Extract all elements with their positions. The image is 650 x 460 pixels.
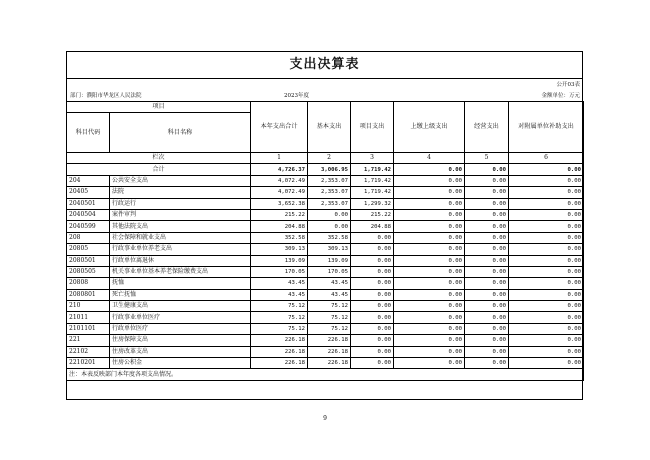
row-value: 0.00 [351, 244, 394, 255]
row-value: 0.00 [394, 346, 465, 357]
col-header-remit: 上缴上级支出 [394, 102, 465, 153]
table-row [67, 221, 584, 232]
row-name: 公共安全支出 [110, 175, 251, 186]
seq-cell: 6 [509, 153, 584, 164]
row-value: 0.00 [465, 346, 509, 357]
row-name: 法院 [110, 187, 251, 198]
row-value: 0.00 [465, 289, 509, 300]
table-note: 注：本表反映部门本年度各项支出情况。 [67, 369, 584, 380]
seq-label: 栏次 [67, 153, 251, 164]
code-header: 科目代码 [67, 113, 110, 153]
table-row [67, 175, 584, 186]
row-name: 案件审判 [110, 209, 251, 220]
row-code: 21011 [67, 312, 110, 323]
row-value: 0.00 [465, 312, 509, 323]
row-value: 0.00 [465, 175, 509, 186]
row-value: 309.13 [308, 244, 351, 255]
row-name: 住房保障支出 [110, 335, 251, 346]
row-value: 0.00 [394, 358, 465, 369]
row-value: 0.00 [394, 232, 465, 243]
row-value: 43.45 [251, 278, 308, 289]
row-value: 43.45 [308, 278, 351, 289]
row-value: 0.00 [308, 209, 351, 220]
row-value: 0.00 [351, 278, 394, 289]
seq-cell: 5 [465, 153, 509, 164]
table-row [67, 278, 584, 289]
row-value: 0.00 [509, 323, 584, 334]
seq-cell: 4 [394, 153, 465, 164]
row-value: 0.00 [465, 323, 509, 334]
total-cell: 0.00 [465, 164, 509, 175]
row-value: 170.05 [308, 266, 351, 277]
row-value: 0.00 [394, 187, 465, 198]
row-value: 204.88 [251, 221, 308, 232]
row-value: 0.00 [351, 266, 394, 277]
row-value: 170.05 [251, 266, 308, 277]
row-value: 0.00 [509, 358, 584, 369]
row-name: 其他法院支出 [110, 221, 251, 232]
row-value: 0.00 [509, 187, 584, 198]
seq-cell: 1 [251, 153, 308, 164]
row-value: 0.00 [351, 346, 394, 357]
table-row [67, 232, 584, 243]
row-value: 0.00 [394, 335, 465, 346]
row-value: 0.00 [394, 175, 465, 186]
row-value: 0.00 [465, 255, 509, 266]
row-value: 0.00 [394, 312, 465, 323]
row-value: 0.00 [509, 221, 584, 232]
table-row [67, 198, 584, 209]
row-value: 75.12 [308, 312, 351, 323]
row-value: 0.00 [509, 175, 584, 186]
item-group-header: 项目 [67, 102, 251, 113]
table-row [67, 312, 584, 323]
row-value: 0.00 [351, 358, 394, 369]
row-name: 行政事业单位医疗 [110, 312, 251, 323]
row-name: 行政事业单位养老支出 [110, 244, 251, 255]
row-value: 75.12 [251, 312, 308, 323]
row-value: 4,072.49 [251, 175, 308, 186]
table-row [67, 289, 584, 300]
row-name: 卫生健康支出 [110, 301, 251, 312]
row-code: 2080801 [67, 289, 110, 300]
row-value: 0.00 [509, 278, 584, 289]
table-row [67, 187, 584, 198]
row-code: 22102 [67, 346, 110, 357]
row-value: 0.00 [394, 289, 465, 300]
row-value: 0.00 [509, 266, 584, 277]
row-value: 0.00 [394, 198, 465, 209]
row-value: 0.00 [394, 209, 465, 220]
row-value: 215.22 [351, 209, 394, 220]
row-value: 226.18 [308, 335, 351, 346]
row-value: 0.00 [394, 301, 465, 312]
col-header-project: 项目支出 [351, 102, 394, 153]
row-value: 0.00 [509, 209, 584, 220]
row-value: 0.00 [509, 198, 584, 209]
total-cell: 1,719.42 [351, 164, 394, 175]
row-value: 1,299.32 [351, 198, 394, 209]
row-name: 行政单位医疗 [110, 323, 251, 334]
row-value: 0.00 [351, 301, 394, 312]
row-value: 0.00 [351, 289, 394, 300]
row-value: 226.18 [251, 358, 308, 369]
row-value: 0.00 [509, 301, 584, 312]
row-value: 0.00 [509, 255, 584, 266]
row-value: 0.00 [509, 289, 584, 300]
row-value: 0.00 [465, 244, 509, 255]
row-value: 1,719.42 [351, 175, 394, 186]
row-value: 0.00 [509, 335, 584, 346]
row-value: 0.00 [465, 335, 509, 346]
col-header-operating: 经营支出 [465, 102, 509, 153]
row-value: 0.00 [394, 221, 465, 232]
row-value: 0.00 [351, 312, 394, 323]
row-value: 75.12 [251, 323, 308, 334]
row-value: 0.00 [465, 266, 509, 277]
row-value: 2,353.07 [308, 175, 351, 186]
row-value: 43.45 [251, 289, 308, 300]
row-name: 住房改革支出 [110, 346, 251, 357]
table-row [67, 244, 584, 255]
row-code: 208 [67, 232, 110, 243]
row-value: 0.00 [308, 221, 351, 232]
title-divider [66, 78, 583, 79]
table-row [67, 358, 584, 369]
row-value: 0.00 [465, 187, 509, 198]
row-name: 社会保障和就业支出 [110, 232, 251, 243]
row-code: 2040599 [67, 221, 110, 232]
seq-cell: 2 [308, 153, 351, 164]
note-row [67, 369, 584, 380]
row-value: 3,652.38 [251, 198, 308, 209]
row-value: 4,072.49 [251, 187, 308, 198]
total-cell: 0.00 [509, 164, 584, 175]
row-code: 210 [67, 301, 110, 312]
row-value: 0.00 [394, 266, 465, 277]
table-row [67, 346, 584, 357]
row-value: 352.58 [308, 232, 351, 243]
fiscal-year: 2023年度 [284, 93, 309, 99]
row-name: 机关事业单位基本养老保险缴费支出 [110, 266, 251, 277]
row-name: 住房公积金 [110, 358, 251, 369]
row-value: 309.13 [251, 244, 308, 255]
row-value: 0.00 [394, 278, 465, 289]
row-value: 0.00 [509, 312, 584, 323]
row-value: 0.00 [351, 232, 394, 243]
table-row [67, 335, 584, 346]
total-cell: 0.00 [394, 164, 465, 175]
total-cell: 3,006.95 [308, 164, 351, 175]
row-name: 死亡抚恤 [110, 289, 251, 300]
row-value: 0.00 [465, 221, 509, 232]
row-code: 221 [67, 335, 110, 346]
row-value: 0.00 [394, 323, 465, 334]
row-value: 0.00 [465, 198, 509, 209]
col-header-basic: 基本支出 [308, 102, 351, 153]
row-value: 0.00 [351, 335, 394, 346]
row-value: 0.00 [509, 244, 584, 255]
amount-unit: 金额单位：万元 [541, 93, 580, 99]
header-row-group [67, 102, 584, 113]
row-value: 0.00 [465, 358, 509, 369]
row-value: 0.00 [394, 255, 465, 266]
page-number: 9 [323, 415, 327, 422]
row-value: 226.18 [251, 335, 308, 346]
table-row [67, 301, 584, 312]
total-label: 合计 [67, 164, 251, 175]
row-code: 2040501 [67, 198, 110, 209]
row-code: 20405 [67, 187, 110, 198]
row-value: 75.12 [308, 301, 351, 312]
table-row [67, 255, 584, 266]
row-code: 20805 [67, 244, 110, 255]
row-name: 行政单位离退休 [110, 255, 251, 266]
row-value: 43.45 [308, 289, 351, 300]
row-code: 2080501 [67, 255, 110, 266]
table-row [67, 323, 584, 334]
row-value: 0.00 [509, 232, 584, 243]
col-header-subsidy: 对附属单位补助支出 [509, 102, 584, 153]
row-code: 2080505 [67, 266, 110, 277]
row-value: 204.88 [351, 221, 394, 232]
row-value: 75.12 [251, 301, 308, 312]
table-row [67, 209, 584, 220]
row-code: 2040504 [67, 209, 110, 220]
row-value: 2,353.07 [308, 198, 351, 209]
row-value: 139.09 [251, 255, 308, 266]
row-value: 226.18 [308, 358, 351, 369]
row-value: 0.00 [465, 301, 509, 312]
row-value: 0.00 [351, 255, 394, 266]
row-value: 1,719.42 [351, 187, 394, 198]
row-name: 抚恤 [110, 278, 251, 289]
row-value: 2,353.07 [308, 187, 351, 198]
department-label: 部门：濮阳市华龙区人民法院 [70, 93, 142, 99]
row-code: 2101101 [67, 323, 110, 334]
row-value: 0.00 [465, 209, 509, 220]
form-number: 公开03表 [556, 82, 580, 88]
row-value: 0.00 [465, 278, 509, 289]
seq-row [67, 153, 584, 164]
row-value: 226.18 [251, 346, 308, 357]
page-title: 支出决算表 [289, 57, 360, 72]
expenditure-table [66, 101, 584, 381]
row-value: 352.58 [251, 232, 308, 243]
row-value: 215.22 [251, 209, 308, 220]
row-value: 0.00 [351, 323, 394, 334]
row-name: 行政运行 [110, 198, 251, 209]
row-value: 139.09 [308, 255, 351, 266]
row-code: 2210201 [67, 358, 110, 369]
seq-cell: 3 [351, 153, 394, 164]
row-code: 204 [67, 175, 110, 186]
table-row [67, 266, 584, 277]
name-header: 科目名称 [110, 113, 251, 153]
total-row [67, 164, 584, 175]
row-value: 0.00 [394, 244, 465, 255]
row-code: 20808 [67, 278, 110, 289]
row-value: 0.00 [465, 232, 509, 243]
row-value: 0.00 [509, 346, 584, 357]
col-header-total: 本年支出合计 [251, 102, 308, 153]
row-value: 75.12 [308, 323, 351, 334]
row-value: 226.18 [308, 346, 351, 357]
total-cell: 4,726.37 [251, 164, 308, 175]
